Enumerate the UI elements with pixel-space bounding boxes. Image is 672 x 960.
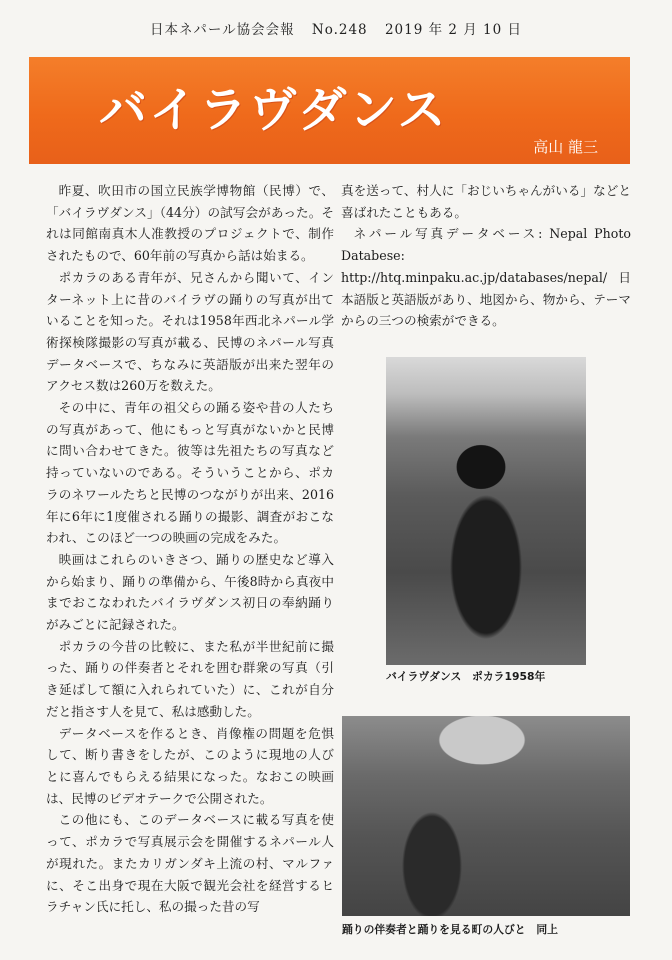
- title-banner: [29, 57, 630, 164]
- photo2-caption: 踊りの伴奏者と踊りを見る町の人びと 同上: [342, 923, 558, 936]
- article-title: バイラヴダンス: [99, 82, 448, 138]
- article-column-right: [341, 180, 631, 332]
- paragraph: 映画はこれらのいきさつ、踊りの歴史など導入から始まり、踊りの準備から、午後8時から真夜中までおこなわれたバイラヴダンス初日の奉納踊りがみごとに記録された。: [46, 551, 334, 633]
- bhairav-dancer-photo: [386, 357, 586, 665]
- paragraph: データベースを作るとき、肖像権の問題を危惧して、断り書きをしたが、このように現地の人びとに喜んでもらえる結果になった。なおこの映画は、民博のビデオテークで公開された。: [46, 725, 334, 806]
- issue-date: 2019 年 2 月 10 日: [384, 22, 523, 38]
- newsletter-name: 日本ネパール協会会報: [149, 22, 295, 38]
- paragraph: 真を送って、村人に「おじいちゃんがいる」などと喜ばれたこともある。: [341, 183, 631, 220]
- paragraph: ポカラの今昔の比較に、また私が半世紀前に撮った、踊りの伴奏者とそれを囲む群衆の写真（引き延ばして額に入れられていた）に、これが自分だと指さす人を見て、私は感動した。: [46, 638, 334, 719]
- paragraph: その中に、青年の祖父らの踊る姿や昔の人たちの写真があって、他にもっと写真がないかと民博に問い合わせてきた。彼等は先祖たちの写真など持っていないのである。そういうことから、ポカラのネワールたちと民博のつながりが出来、2016年に6年に1度催される踊りの撮影、調査がおこなわれ、このほど一つの映画の完成をみた。: [46, 400, 334, 546]
- paragraph: この他にも、このデータベースに載る写真を使って、ポカラで写真展示会を開催するネパール人が現れた。またカリガンダキ上流の村、マルファに、そこ出身で現在大阪で観光会社を経営するヒラチャン氏に托し、私の撮った昔の写: [46, 812, 334, 915]
- paragraph: ネパール写真データベース: Nepal Photo Databese: http://htq.minpaku.ac.jp/databases/nepal/ 日本語版と英語版があり、地図から、物から、テーマからの三つの検索ができる。: [341, 226, 631, 329]
- paragraph: ポカラのある青年が、兄さんから聞いて、インターネット上に昔のバイラヴの踊りの写真が出ていることを知った。それは1958年西北ネパール学術探検隊撮影の写真が載る、民博のネパール写真データベースで、ちなみに英語版が出来た翌年のアクセス数は260万を数えた。: [46, 269, 334, 394]
- crowd-musicians-photo: [342, 716, 630, 916]
- issue-number: No.248: [311, 22, 368, 38]
- photo1-caption: バイラヴダンス ポカラ1958年: [386, 670, 546, 683]
- paragraph: 昨夏、吹田市の国立民族学博物館（民博）で、「バイラヴダンス」（44分）の試写会があった。それは同館南真木人准教授のプロジェクトで、制作されたもので、60年前の写真から話は始まる。: [46, 183, 334, 264]
- article-column-left: [46, 180, 334, 918]
- masthead: [0, 18, 672, 38]
- article-author: 高山 龍三: [533, 138, 598, 156]
